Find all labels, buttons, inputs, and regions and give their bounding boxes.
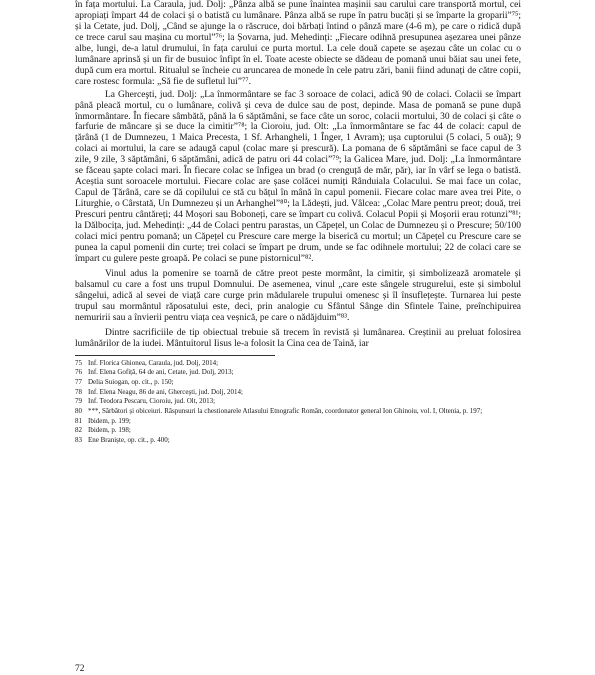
footnote-76 [75, 368, 521, 378]
footnote-83 [75, 436, 521, 446]
footnote-text: Inf. Elena Neagu, 86 de ani, Gherceşti, jud. Dolj, 2014; [88, 387, 243, 396]
footnote-text: Inf. Teodora Pescaru, Cioroiu, jud. Olt, 2013; [88, 397, 216, 406]
footnote-81 [75, 417, 521, 427]
footnote-number: 77 [75, 377, 82, 386]
footnote-80 [75, 407, 521, 417]
footnote-text: Ibidem, p. 199; [88, 416, 131, 425]
paragraph-1: în fața mortului. La Caraula, jud. Dolj: „Pânza albă se pune înaintea mașinii sau carului care transportă mortul, cei apropiați împart 44 de colaci și o batistă cu lumânare. Pânza albă se rupe în patru bucăți și se împarte la groparii”⁷⁵; și la Cetate, jud. Dolj, „Când se ajunge la o răscruce, doi bărbați întind o pânză mare (4-6 m), pe care o ridică după ce trece carul sau mașina cu mortul”⁷⁶; la Șovarna, jud. Mehedinți: „Fiecare odihnă presupunea așezarea unei pânze albe, lungi, de-a latul drumului, în fața carului ce purta mortul. La cele două capete se așezau câte un colac cu o lumânare aprinsă și un fir de busuioc înfipt în el. Toate aceste obiecte se dădeau de pomană unui băiat sau unei fete, după cum era mortul. Ritualul se încheie cu aruncarea de monede în cele patru zări, banii fiind adunați de către copii, care rostesc formula: „Să fie de sufletul lui”⁷⁷. [75, 0, 521, 87]
document-page [75, 0, 521, 446]
footnote-number: 83 [75, 436, 82, 445]
footnote-number: 80 [75, 407, 82, 416]
footnote-77 [75, 378, 521, 388]
footnote-number: 81 [75, 416, 82, 425]
footnotes [75, 359, 521, 446]
footnote-number: 78 [75, 387, 82, 396]
footnote-75 [75, 359, 521, 369]
footnote-78 [75, 388, 521, 398]
footnote-79 [75, 397, 521, 407]
footnote-82 [75, 426, 521, 436]
footnote-number: 79 [75, 397, 82, 406]
footnote-text: Ibidem, p. 198; [88, 426, 131, 435]
footnote-text: ***, Sărbători și obiceiuri. Răspunsuri la chestionarele Atlasului Etnografic Român, coordonator general Ion Ghinoiu, vol. I, Oltenia, p. 197; [88, 407, 483, 416]
footnote-number: 76 [75, 368, 82, 377]
paragraph-2: La Gherceşti, jud. Dolj: „La înmormântare se fac 3 soroace de colaci, adică 90 de colaci. Colacii se împart până pleacă mortul, cu o lumânare, colivă și ceva de dulce sau de post, depinde. Masa de pomană se pune după înmormântare. În fiecare sâmbătă, până la 6 săptămâni, se face câte un soroc, colacii mortului, 30 de colaci și câte o farfurie de mâncare și se duce la cimitir”⁷⁸; la Cioroiu, jud. Olt: „La înmormântare se fac 44 de colaci: capul de țărână (1 de Dumnezeu, 1 Maica Precesta, 1 Sf. Arhangheli, 1 Înger, 1 Avram); ușa cuptorului (5 colaci, 5 ouă); 9 colaci ai mortului, la care se adaugă capul (colac mare și prescură). La pomana de 6 săptămâni se face capul de 3 zile, 9 zile, 3 săptămâni, 6 săptămâni, adică de patru ori 44 colaci”⁷⁹; la Galicea Mare, jud. Dolj: „La înmormântare se făceau șapte colaci mari. În fiecare colac se înfigea un brad (o crenguță de măr, păr), iar în vârf se lega o batistă. Aceștia sunt soroacele mortului. Fiecare colac are șase colăcei numiți Rânduiala Colacului. Se mai face un colac, Capul de Țărână, care se dă copilului ce stă cu bățul în mână în capul pomenii. Fiecare colac mare avea trei Pite, o Liturghie, o Cârstată, Un Dumnezeu și un Arhanghel”⁸⁰; la Lădești, jud. Vâlcea: „Colac Mare pentru preot; două, trei Prescuri pentru cântăreți; 44 Moșori sau Boboneți, care se împart cu colivă. Colacul Popii și Moșorii erau rotunzi”⁸¹; la Dălbocița, jud. Mehedinți: „44 de Colaci pentru parastas, un Căpețel, un Colac de Dumnezeu și o Prescure; 50/100 colaci mici pentru pomană; un Căpețel cu Prescure care merge la biserică cu mortul; un Căpețel cu Prescure care se punea la capul pomenii din curte; trei colaci se împart pe drum, unde se fac odihnele mortului; 22 de colaci care se împart cu gulere peste groapă. Pe colaci se pune pistornicul”⁸². [75, 89, 521, 264]
page-number: 72 [75, 664, 85, 674]
footnote-number: 75 [75, 358, 82, 367]
footnote-text: Inf. Elena Gofiță, 64 de ani, Cetate, jud. Dolj, 2013; [88, 368, 234, 377]
footnote-divider [75, 355, 275, 356]
paragraph-3: Vinul adus la pomenire se toarnă de către preot peste mormânt, la cimitir, și simbolizează aromatele și balsamul cu care a fost uns trupul Domnului. De asemenea, vinul „care este sângele strugurelui, este și simbolul sângelui, adică al sevei de viață care curge prin mădularele trupului omenesc și îl însuflețește. Turnarea lui peste trupul sau mormântul răposatului este, deci, prin analogie cu Sfântul Sânge din Sfintele Taine, preînchipuirea nemuririi sau a învierii pentru viața cea veșnică, pe care o nădăjduim”⁸³. [75, 268, 521, 323]
footnote-text: Inf. Florica Ghionea, Caraula, jud. Dolj, 2014; [88, 358, 219, 367]
footnote-number: 82 [75, 426, 82, 435]
footnote-text: Ene Braniște, op. cit., p. 400; [88, 436, 170, 445]
footnote-text: Delia Suiogan, op. cit., p. 150; [88, 377, 174, 386]
paragraph-4: Dintre sacrificiile de tip obiectual trebuie să trecem în revistă și lumânarea. Creștinii au preluat folosirea lumânărilor de la iudei. Mântuitorul Iisus le-a folosit la Cina cea de Taină, iar [75, 327, 521, 349]
